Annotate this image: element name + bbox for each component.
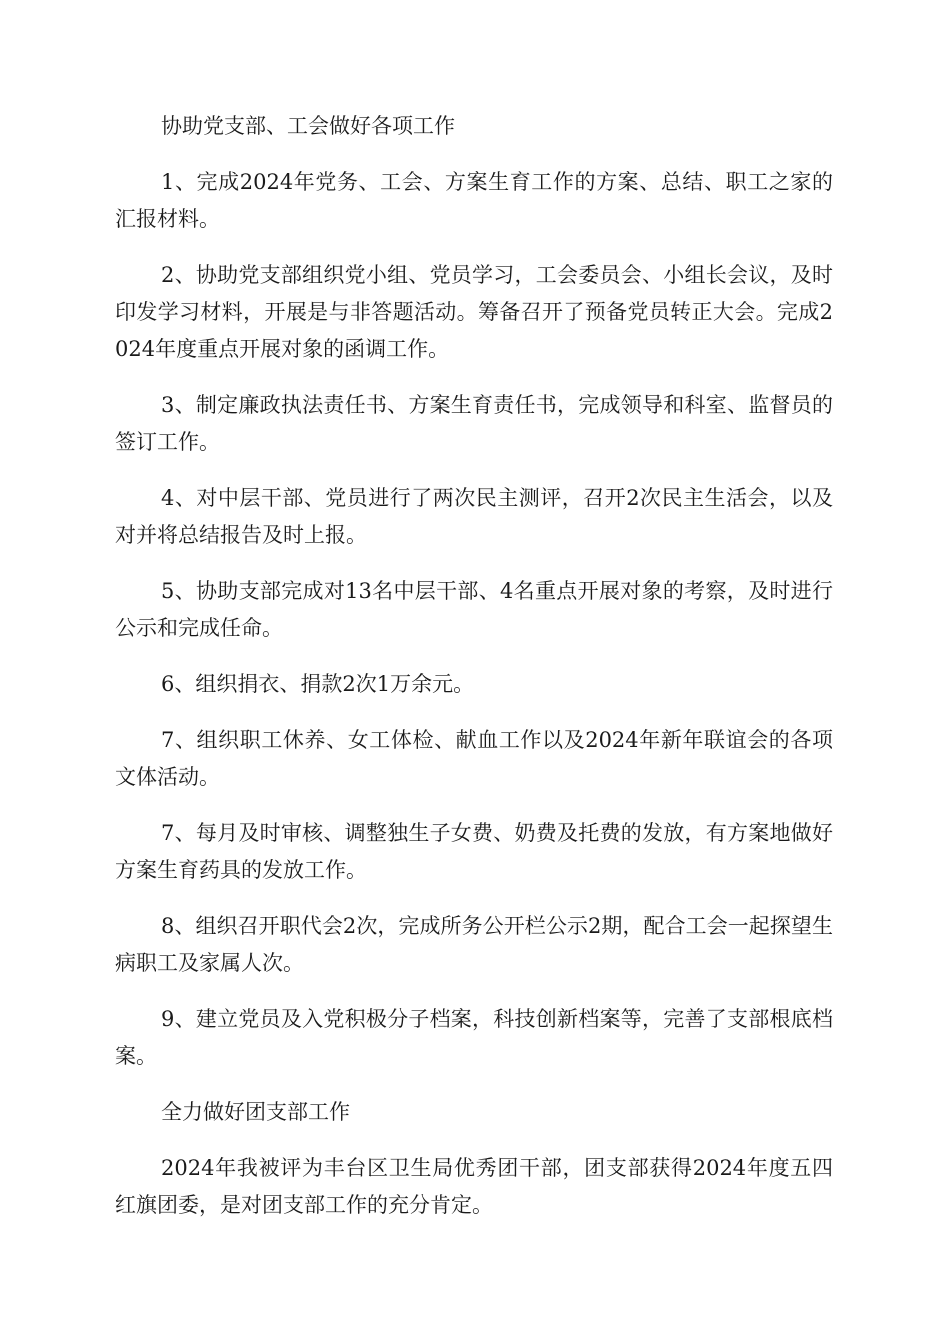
section-heading-party-union: 协助党支部、工会做好各项工作 [161,114,455,138]
list-item: 2、协助党支部组织党小组、党员学习，工会委员会、小组长会议，及时印发学习材料，开展是与非答题活动。筹备召开了预备党员转正大会。完成2024年度重点开展对象的函调工作。 [115,263,833,361]
list-item: 4、对中层干部、党员进行了两次民主测评，召开2次民主生活会，以及对并将总结报告及时上报。 [115,486,833,547]
list-item: 7、每月及时审核、调整独生子女费、奶费及托费的发放，有方案地做好方案生育药具的发放工作。 [115,821,833,882]
list-item: 8、组织召开职代会2次，完成所务公开栏公示2期，配合工会一起探望生病职工及家属人次。 [115,914,833,975]
list-item: 7、组织职工休养、女工体检、献血工作以及2024年新年联谊会的各项文体活动。 [115,728,833,789]
section-heading-youth-league: 全力做好团支部工作 [161,1100,350,1124]
list-item: 6、组织捐衣、捐款2次1万余元。 [161,672,475,696]
list-item: 5、协助支部完成对13名中层干部、4名重点开展对象的考察，及时进行公示和完成任命。 [115,579,833,640]
paragraph: 2024年我被评为丰台区卫生局优秀团干部，团支部获得2024年度五四红旗团委，是对团支部工作的充分肯定。 [115,1156,833,1217]
list-item: 3、制定廉政执法责任书、方案生育责任书，完成领导和科室、监督员的签订工作。 [115,393,833,454]
list-item: 9、建立党员及入党积极分子档案，科技创新档案等，完善了支部根底档案。 [115,1007,833,1068]
list-item: 1、完成2024年党务、工会、方案生育工作的方案、总结、职工之家的汇报材料。 [115,170,833,231]
document-body [115,108,833,1243]
